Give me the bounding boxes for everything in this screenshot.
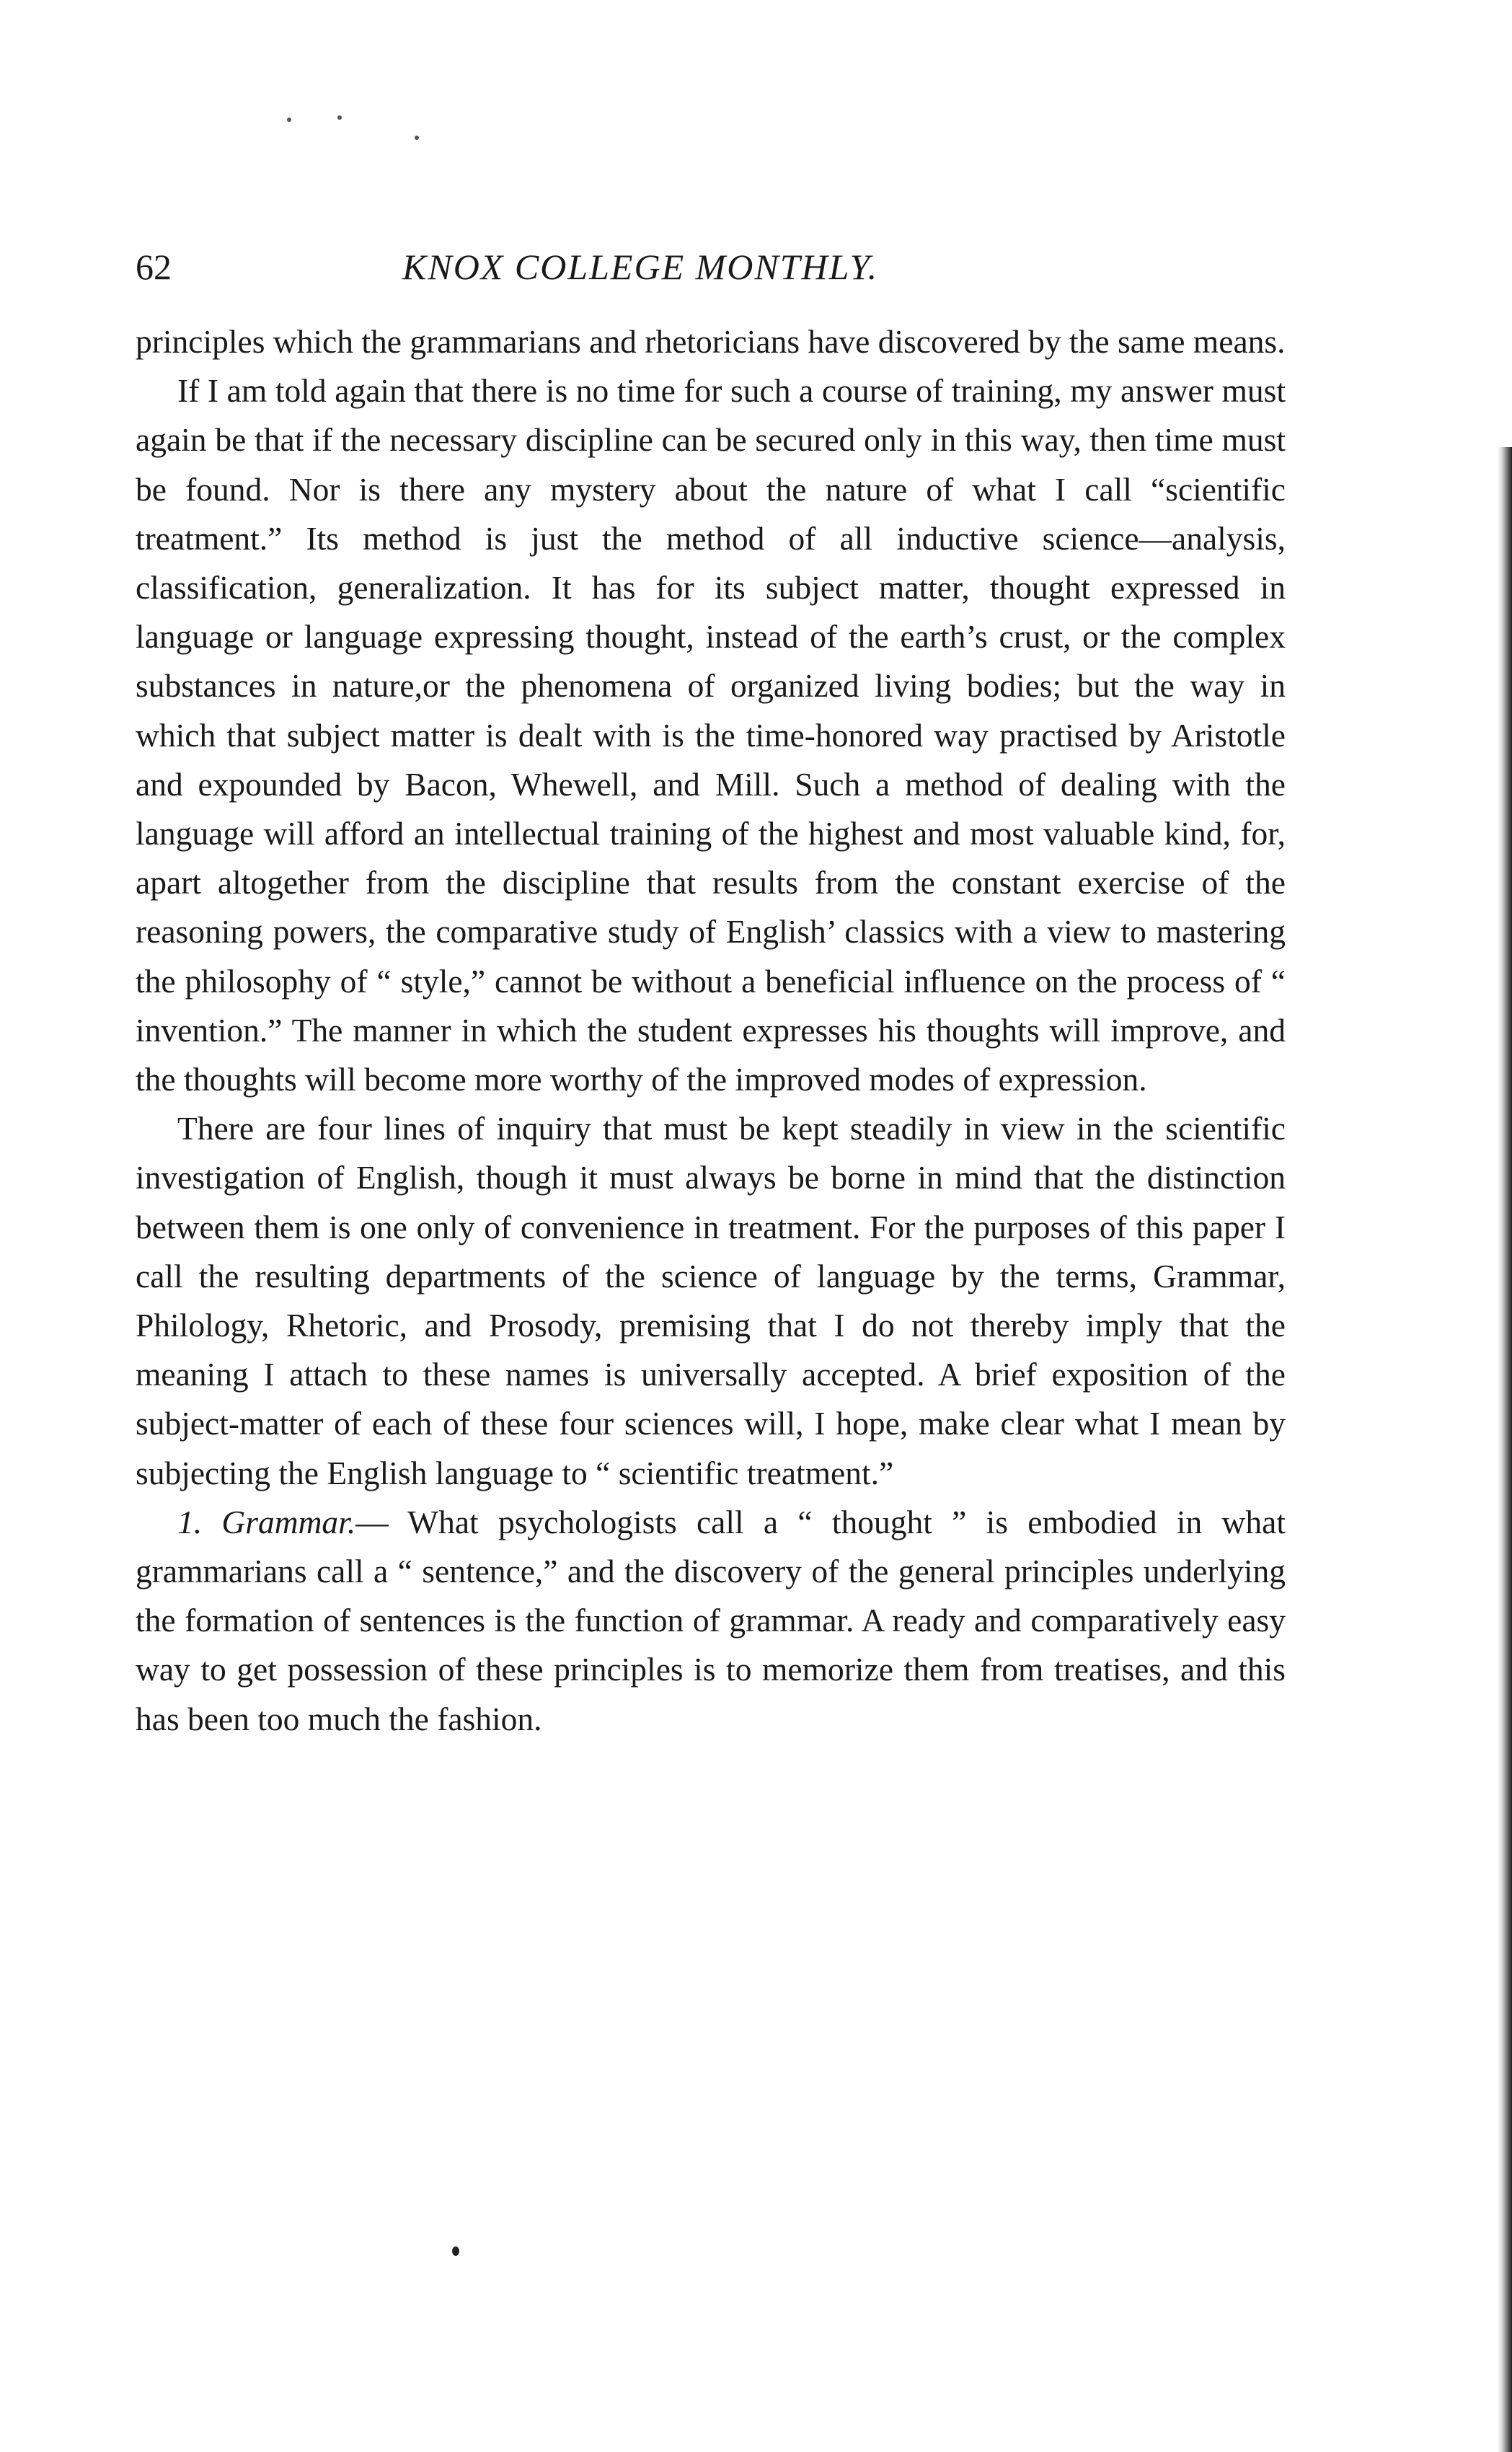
running-head: KNOX COLLEGE MONTHLY. bbox=[402, 247, 879, 287]
scan-speck bbox=[337, 115, 342, 120]
paragraph: If I am told again that there is no time for such a course of training, my answer must again be that if the necessary discipline can be secured only in this way, then time must be found. Nor is there any mystery about the nature of what I call “scientific treatment.” Its method is just the method of all inductive science—analysis, classification, generalization. It has for its subject matter, thought expressed in language or language expressing thought, instead of the earth’s crust, or the complex substances in nature,or the phenomena of organized living bodies; but the way in which that subject matter is dealt with is the time-honored way practised by Aristotle and expounded by Bacon, Whewell, and Mill. Such a method of dealing with the language will afford an intellectual training of the highest and most valuable kind, for, apart altogether from the discipline that results from the constant exercise of the reasoning powers, the comparative study of English’ classics with a view to mastering the philosophy of “ style,” cannot be without a beneficial influence on the process of “ invention.” The manner in which the student expresses his thoughts will improve, and the thoughts will become more worthy of the improved modes of expression. bbox=[136, 372, 1286, 1098]
scan-speck bbox=[287, 118, 291, 122]
section-number: 1. bbox=[177, 1503, 203, 1540]
paragraph: principles which the grammarians and rhetoricians have discovered by the same means. bbox=[136, 323, 1286, 360]
paragraph-grammar bbox=[136, 1498, 1286, 1744]
ink-mark bbox=[452, 2246, 459, 2256]
scanned-page-edge bbox=[1498, 447, 1512, 2452]
section-heading: Grammar. bbox=[221, 1503, 356, 1540]
paragraph: There are four lines of inquiry that must be kept steadily in view in the scientific investigation of English, though it must always be borne in mind that the distinction between them is one only of convenience in treatment. For the purposes of this paper I call the resulting departments of the science of language by the terms, Grammar, Philology, Rhetoric, and Prosody, premising that I do not thereby imply that the meaning I attach to these names is universally accepted. A brief exposition of the subject-matter of each of these four sciences will, I hope, make clear what I mean by subjecting the English language to “ scientific treatment.” bbox=[136, 1110, 1286, 1491]
body-text bbox=[136, 317, 1286, 1744]
page-header bbox=[136, 245, 1289, 288]
section-text: — What psychologists call a “ thought ” is embodied in what grammarians call a “ sentence,” and the discovery of the general principles underlying the formation of sentences is the function of grammar. A ready and comparatively easy way to get possession of these principles is to memorize them from treatises, and this has been too much the fashion. bbox=[136, 1503, 1286, 1737]
page-number: 62 bbox=[136, 247, 172, 287]
scan-speck bbox=[415, 136, 419, 140]
